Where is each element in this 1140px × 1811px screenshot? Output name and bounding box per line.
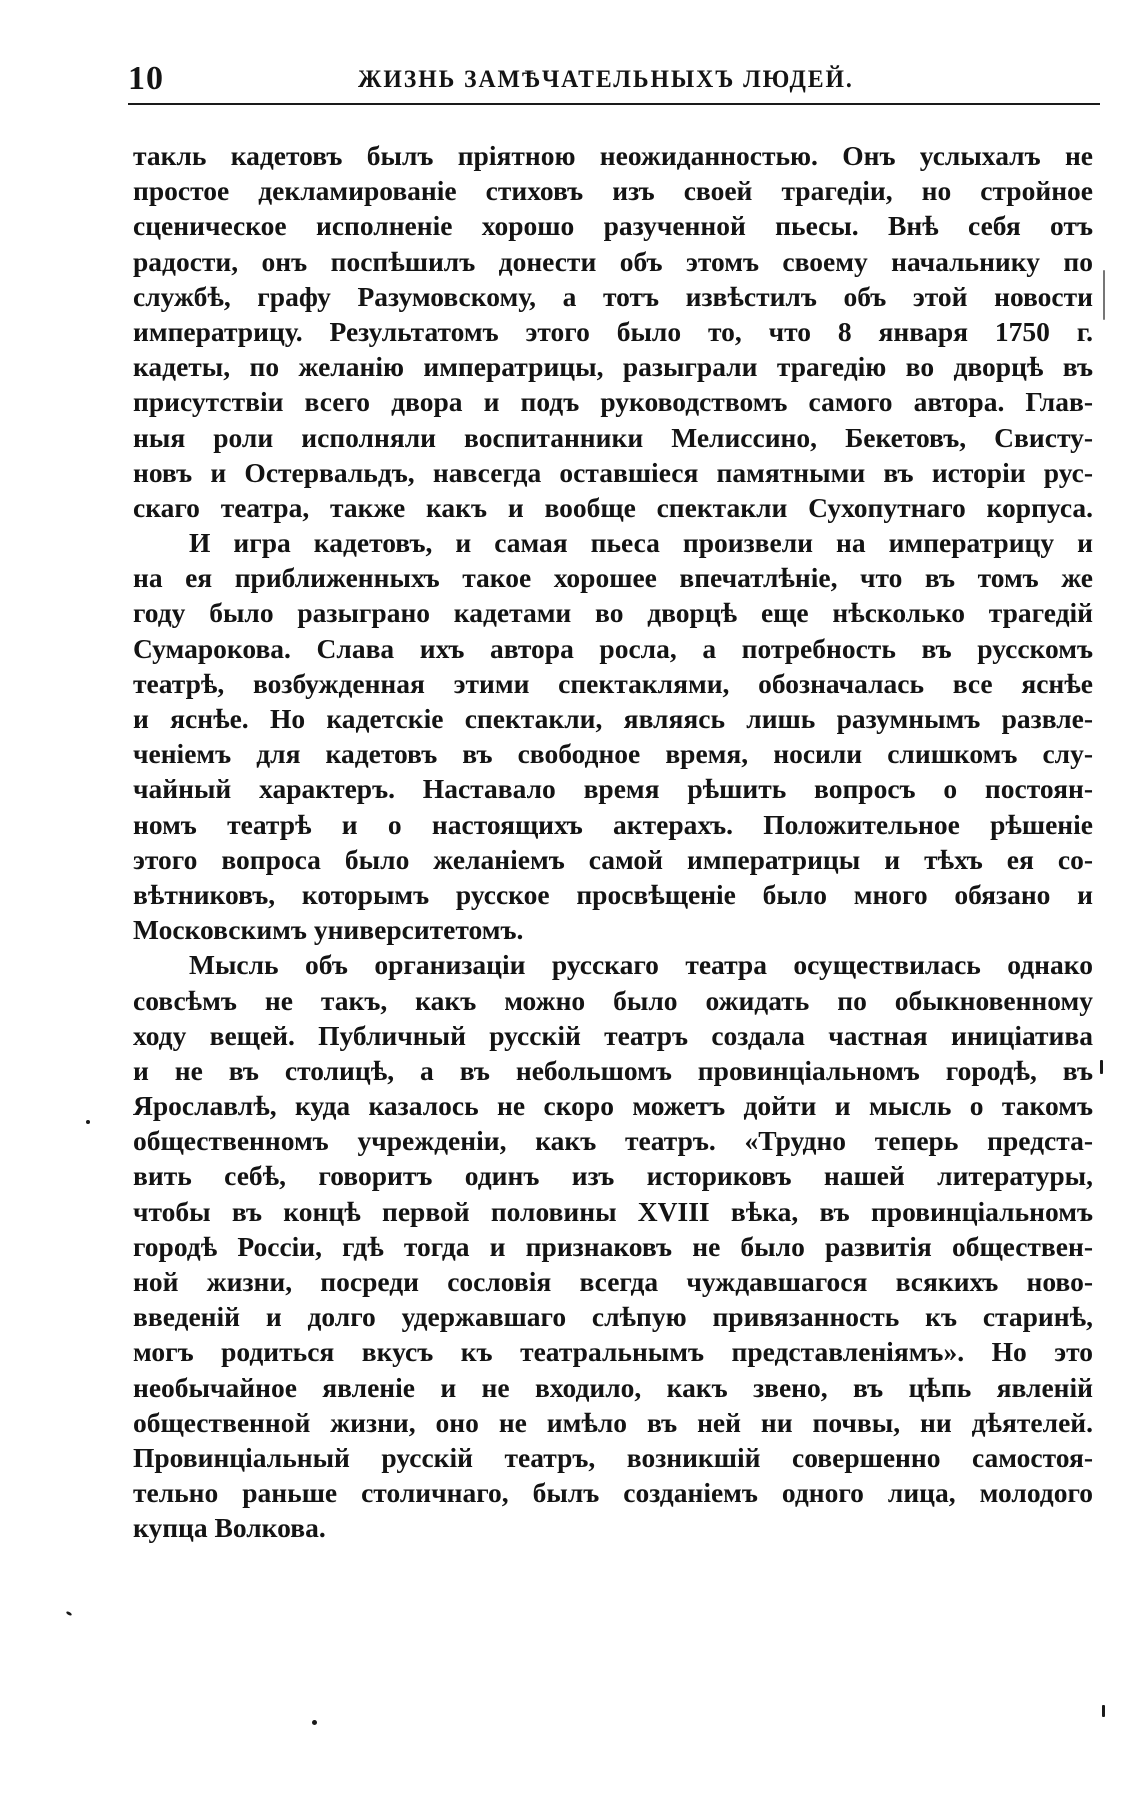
text-line: чайный характеръ. Наставало время рѣшить вопросъ о постоян- [133, 773, 1093, 805]
text-line: и яснѣе. Но кадетскіе спектакли, являясь лишь разумнымъ развле- [133, 703, 1093, 734]
text-line: введеній и долго удержавшаго слѣпую привязанность къ старинѣ, [133, 1301, 1093, 1333]
header-rule [128, 103, 1100, 105]
text-line: тельно раньше столичнаго, былъ созданіемъ одного лица, молодого [133, 1477, 1093, 1509]
text-line: вить себѣ, говоритъ одинъ изъ историковъ нашей литературы, [133, 1160, 1093, 1192]
text-line: Сумарокова. Слава ихъ автора росла, а потребность въ русскомъ [133, 632, 1093, 664]
print-speck [86, 1120, 90, 1124]
text-line: сценическое исполненіе хорошо разученной пьесы. Внѣ себя отъ [133, 210, 1093, 242]
text-line: службѣ, графу Разумовскому, а тотъ извѣстилъ объ этой новости [133, 280, 1093, 312]
print-speck [312, 1720, 317, 1725]
text-line: вѣтниковъ, которымъ русское просвѣщеніе было много обязано и [133, 878, 1093, 910]
text-line: новъ и Остервальдъ, навсегда оставшіеся памятными въ исторіи рус- [133, 456, 1093, 488]
text-line: присутствіи всего двора и подъ руководствомъ самого автора. Глав- [133, 386, 1093, 418]
text-line: радости, онъ поспѣшилъ донести объ этомъ своему начальнику по [133, 245, 1093, 277]
text-line: кадеты, по желанію императрицы, разыграли трагедію во дворцѣ въ [133, 351, 1093, 383]
text-line: Московскимъ университетомъ. [133, 914, 524, 946]
text-line: чтобы въ концѣ первой половины XVIII вѣка, въ провинціальномъ [133, 1195, 1093, 1227]
text-line: ченіемъ для кадетовъ въ свободное время, носили слишкомъ слу- [133, 738, 1093, 770]
text-line: ходу вещей. Публичный русскій театръ создала частная иниціатива [133, 1019, 1093, 1051]
text-line: И игра кадетовъ, и самая пьеса произвели на императрицу и [189, 527, 1093, 559]
text-line: общественной жизни, оно не имѣло въ ней ни почвы, ни дѣятелей. [133, 1406, 1093, 1438]
text-line: скаго театра, также какъ и вообще спектакли Сухопутнаго корпуса. [133, 491, 1093, 523]
text-line: этого вопроса было желаніемъ самой императрицы и тѣхъ ея со- [133, 843, 1093, 875]
text-line: году было разыграно кадетами во дворцѣ еще нѣсколько трагедій [133, 597, 1093, 629]
text-line: общественномъ учрежденіи, какъ театръ. «Трудно теперь предста- [133, 1125, 1093, 1157]
text-line: городѣ Россіи, гдѣ тогда и признаковъ не было развитія обществен- [133, 1230, 1093, 1262]
text-line: необычайное явленіе и не входило, какъ звено, въ цѣпь явленій [133, 1371, 1093, 1403]
text-line: Ярославлѣ, куда казалось не скоро можетъ дойти и мысль о такомъ [133, 1090, 1093, 1122]
text-line: простое декламированіе стиховъ изъ своей трагедіи, но стройное [133, 175, 1093, 207]
print-speck [66, 1611, 73, 1617]
text-line: могъ родиться вкусъ къ театральнымъ представленіямъ». Но это [133, 1336, 1093, 1368]
page-header [128, 60, 1100, 100]
text-line: театрѣ, возбужденная этими спектаклями, обозначалась все яснѣе [133, 667, 1093, 699]
text-line: ныя роли исполняли воспитанники Мелиссино, Бекетовъ, Свисту- [133, 421, 1093, 453]
print-speck [1102, 1705, 1105, 1717]
text-line: Мысль объ организаціи русскаго театра осуществилась однако [189, 949, 1093, 981]
text-line: императрицу. Результатомъ этого было то, что 8 января 1750 г. [133, 315, 1093, 347]
running-title: ЖИЗНЬ ЗАМѢЧАТЕЛЬНЫХЪ ЛЮДЕЙ. [358, 66, 854, 93]
body-text [133, 138, 1093, 1546]
print-speck [1103, 270, 1105, 320]
text-line: номъ театрѣ и о настоящихъ актерахъ. Положительное рѣшеніе [133, 808, 1093, 840]
text-line: на ея приближенныхъ такое хорошее впечатлѣніе, что въ томъ же [133, 562, 1093, 594]
text-line: купца Волкова. [133, 1512, 326, 1544]
text-line: Провинціальный русскій театръ, возникшій совершенно самостоя- [133, 1441, 1093, 1473]
page-number: 10 [128, 60, 164, 97]
text-line: и не въ столицѣ, а въ небольшомъ провинціальномъ городѣ, въ [133, 1054, 1093, 1086]
print-speck [1100, 1060, 1103, 1074]
text-line: совсѣмъ не такъ, какъ можно было ожидать по обыкновенному [133, 984, 1093, 1016]
text-line: такль кадетовъ былъ пріятною неожиданностью. Онъ услыхалъ не [133, 140, 1093, 171]
text-line: ной жизни, посреди сословія всегда чуждавшагося всякихъ ново- [133, 1266, 1093, 1297]
